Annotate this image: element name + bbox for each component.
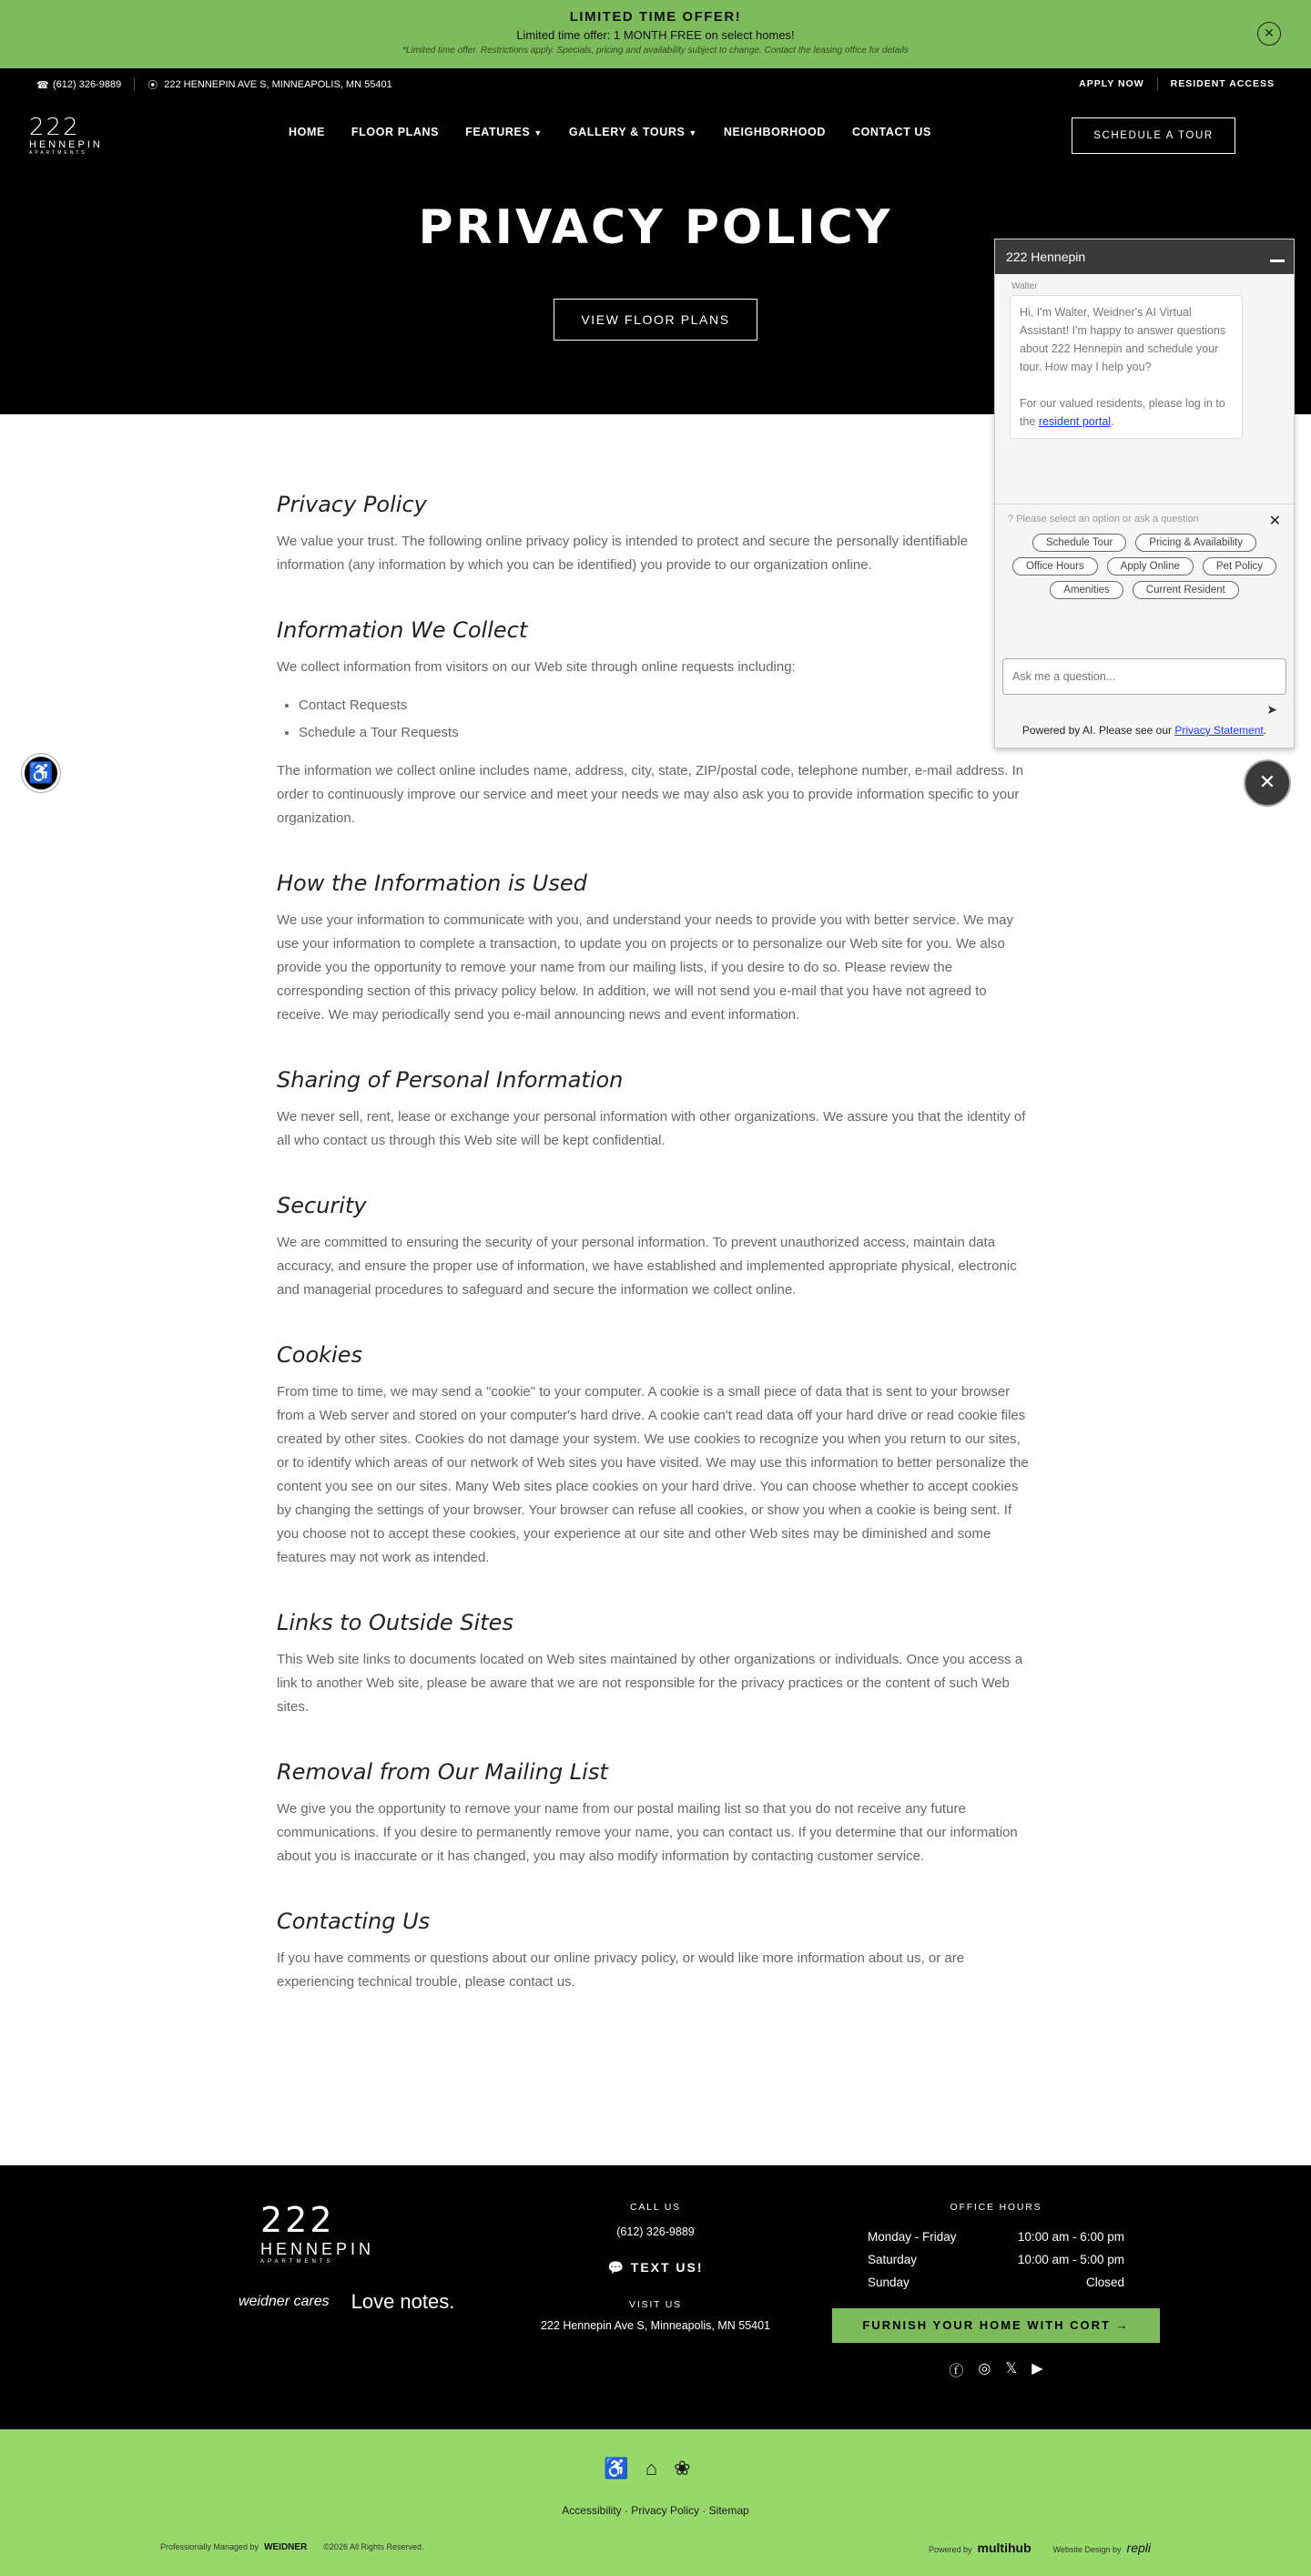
view-floor-plans-button[interactable]: VIEW FLOOR PLANS: [554, 299, 757, 341]
footer-hours: [832, 2202, 1160, 2380]
phone-icon: ☎: [36, 79, 49, 91]
footer-logo-number: 222: [260, 2200, 335, 2240]
nav-features[interactable]: [465, 126, 543, 138]
managed-by: [160, 2542, 424, 2552]
section-paragraph: This Web site links to documents located on Web sites maintained by other organizations or individuals. Once you access a link to another Web site, please be aware that we are not responsible for the privacy practices or the content of such Web sites.: [277, 1652, 1023, 1715]
section-heading: Contacting Us: [277, 1909, 431, 1934]
hours-day: Saturday: [868, 2253, 918, 2266]
chat-widget: [994, 239, 1295, 748]
section-heading: Sharing of Personal Information: [277, 1067, 624, 1093]
resident-portal-link[interactable]: resident portal: [1038, 415, 1112, 428]
hours-time: 10:00 am - 6:00 pm: [1017, 2230, 1124, 2244]
privacy-statement-link[interactable]: Privacy Statement: [1174, 724, 1264, 737]
section-paragraph: We are committed to ensuring the security of your personal information. To prevent unauthorized access, maintain data accuracy, and ensure the proper use of information, we have established and implemented appropriate physical, electronic and managerial procedures to safeguard and secure the information we collect online.: [277, 1235, 1017, 1298]
schedule-tour-button[interactable]: SCHEDULE A TOUR: [1072, 117, 1235, 154]
compliance-icons: [0, 2457, 1311, 2480]
nav-neighborhood[interactable]: NEIGHBORHOOD: [723, 126, 826, 138]
love-notes-logo: Love notes.: [351, 2290, 455, 2313]
chip-office-hours[interactable]: Office Hours: [1012, 557, 1098, 575]
section-heading: Removal from Our Mailing List: [277, 1759, 608, 1785]
instagram-icon[interactable]: ◎: [978, 2361, 991, 2377]
location-pin-icon: ⦿: [147, 80, 158, 91]
resident-access-link[interactable]: RESIDENT ACCESS: [1170, 78, 1275, 89]
nav-home[interactable]: HOME: [289, 126, 325, 138]
social-links: [832, 2359, 1160, 2380]
x-icon[interactable]: 𝕏: [1005, 2361, 1018, 2377]
chat-input[interactable]: Ask me a question...: [1002, 658, 1286, 695]
accessibility-icon[interactable]: ♿: [604, 2457, 645, 2479]
multihub-logo[interactable]: multihub: [977, 2540, 1032, 2555]
divider: [1157, 77, 1158, 90]
hours-day: Monday - Friday: [868, 2230, 957, 2244]
pet-friendly-icon[interactable]: ❀: [674, 2457, 707, 2479]
chat-greeting: Hi, I'm Walter, Weidner's AI Virtual Assistant! I'm happy to answer questions about 222 Hennepin and schedule your tour. How may I help you?: [1020, 306, 1226, 373]
chat-options: [995, 504, 1294, 599]
list-item: • Schedule a Tour Requests: [299, 719, 1034, 747]
accessibility-icon[interactable]: ♿: [22, 754, 60, 792]
promo-disclaimer: *Limited time offer. Restrictions apply. Specials, pricing and availability subject to change. Contact the leasing office for details: [402, 46, 909, 56]
youtube-icon[interactable]: ▶: [1032, 2361, 1043, 2377]
chat-hint-text: Please select an option or ask a question: [1016, 514, 1199, 524]
section-paragraph: We never sell, rent, lease or exchange your personal information with other organizations. We assure you that the identity of all who contact us through this Web site will be kept confidential.: [277, 1109, 1026, 1148]
help-icon: ?: [1008, 514, 1014, 524]
table-row: [868, 2271, 1124, 2294]
chat-hint: [995, 514, 1294, 524]
section-privacy-policy: [277, 492, 1034, 577]
powered-label: Powered by: [929, 2545, 972, 2554]
logo-number: 222: [29, 114, 80, 141]
minimize-icon[interactable]: [1270, 260, 1285, 262]
table-row: [868, 2248, 1124, 2271]
apply-now-link[interactable]: APPLY NOW: [1079, 78, 1144, 89]
section-heading: How the Information is Used: [277, 871, 587, 896]
chip-pricing[interactable]: Pricing & Availability: [1135, 534, 1256, 552]
section-heading: Links to Outside Sites: [277, 1610, 513, 1635]
section-paragraph: If you have comments or questions about our online privacy policy, or would like more information about us, or are experiencing technical trouble, please contact us.: [277, 1950, 965, 1990]
main-nav: [289, 126, 931, 138]
collect-list: [299, 692, 1034, 747]
close-icon[interactable]: ✕: [1268, 514, 1281, 529]
divider: [134, 78, 135, 91]
chat-agent-name: Walter: [1011, 281, 1038, 291]
chevron-down-icon: ▼: [534, 128, 543, 137]
equal-housing-icon[interactable]: ⌂: [645, 2457, 675, 2479]
chat-header: [995, 239, 1294, 274]
section-info-collect: [277, 617, 1034, 830]
page-title: PRIVACY POLICY: [418, 200, 893, 255]
promo-subtitle: Limited time offer: 1 MONTH FREE on select homes!: [516, 28, 795, 42]
close-icon[interactable]: ✕: [1257, 22, 1281, 46]
site-logo[interactable]: [29, 114, 103, 156]
powered-by: [929, 2540, 1151, 2555]
chip-amenities[interactable]: Amenities: [1050, 581, 1123, 599]
chip-schedule-tour[interactable]: Schedule Tour: [1032, 534, 1126, 552]
section-security: [277, 1193, 1034, 1302]
chevron-down-icon: ▼: [688, 128, 697, 137]
bottom-links[interactable]: Accessibility · Privacy Policy · Sitemap: [562, 2504, 749, 2517]
call-label: CALL US: [630, 2202, 681, 2213]
section-paragraph: We value your trust. The following online privacy policy is intended to protect and secure the personally identifiable information (any information by which you can be identified) you provide to our organization online.: [277, 534, 969, 573]
topbar-address[interactable]: 222 HENNEPIN AVE S, MINNEAPOLIS, MN 55401: [164, 79, 392, 90]
repli-logo[interactable]: repli: [1126, 2540, 1151, 2555]
section-heading: Cookies: [277, 1342, 362, 1368]
chip-current-resident[interactable]: Current Resident: [1133, 581, 1239, 599]
nav-gallery-tours[interactable]: [569, 126, 697, 138]
table-row: [868, 2225, 1124, 2248]
text-us-button[interactable]: [473, 2260, 838, 2276]
section-cookies: [277, 1342, 1034, 1570]
chat-footer: Powered by AI. Please see our Privacy Statement.: [1021, 724, 1267, 737]
chat-bubble-icon: 💬: [607, 2260, 625, 2275]
section-paragraph: We give you the opportunity to remove your name from our postal mailing list so that you do not receive any future communications. If you desire to permanently remove your name, you can contact us. If you determine that our information about you is inaccurate or it has changed, you may also modify information by contacting customer service.: [277, 1801, 1018, 1864]
managed-label: Professionally Managed by: [160, 2542, 259, 2551]
hours-day: Sunday: [868, 2276, 910, 2289]
cort-label: FURNISH YOUR HOME WITH CORT: [862, 2318, 1111, 2332]
hours-label: OFFICE HOURS: [950, 2202, 1042, 2213]
weidner-cares-logo: weidner cares: [239, 2294, 330, 2309]
nav-floor-plans[interactable]: FLOOR PLANS: [351, 126, 440, 138]
footer-brands: [239, 2290, 455, 2313]
arrow-right-icon: →: [1115, 2318, 1130, 2332]
section-paragraph: The information we collect online includes name, address, city, state, ZIP/postal code, telephone number, e-mail address. In order to continuously improve our service and meet your needs we may also ask you to provide information specific to your organization.: [277, 763, 1024, 826]
section-outside-links: [277, 1610, 1034, 1719]
section-paragraph: We collect information from visitors on our Web site through online requests including:: [277, 659, 796, 675]
section-sharing: [277, 1067, 1034, 1153]
footer-logo-name: HENNEPIN: [260, 2240, 375, 2258]
send-icon[interactable]: ➤: [1266, 702, 1277, 717]
section-info-used: [277, 871, 1034, 1027]
footer-logo-sub: APARTMENTS: [260, 2259, 334, 2265]
section-contacting: [277, 1909, 1034, 1994]
design-label: Website Design by: [1052, 2545, 1122, 2554]
section-mailing-removal: [277, 1759, 1034, 1868]
nav-gallery-label: GALLERY & TOURS: [568, 126, 686, 138]
section-heading: Privacy Policy: [277, 492, 427, 517]
section-paragraph: From time to time, we may send a "cookie" to your computer. A cookie is a small piece of data that is sent to your browser from a Web server and stored on your computer's hard drive. A cookie can't read data off your hard drive or read cookie files created by other sites. Cookies do not damage your system. We use cookies to recognize you when you return to our sites, or to identify which areas of our network of Web sites you have visited. We may use this information to better personalize the content you see on our sites. Many Web sites place cookies on your hard drive. You can choose whether to accept cookies by changing the settings of your browser. Your browser can refuse all cookies, or show you when a cookie is being sent. If you choose not to accept these cookies, your experience at our site and other Web sites may be diminished and some features may not work as intended.: [277, 1384, 1029, 1565]
chat-resident-note: For our valued residents, please log in to the: [1020, 397, 1225, 428]
logo-name: HENNEPIN: [29, 139, 103, 150]
site-footer: [0, 2165, 1311, 2429]
nav-contact-us[interactable]: CONTACT US: [851, 126, 931, 138]
chat-message: Hi, I'm Walter, Weidner's AI Virtual Assistant! I'm happy to answer questions about 222 Hennepin and schedule your tour. How may I help you? For our valued residents, please log in to the resident portal.: [1010, 295, 1243, 439]
facebook-icon[interactable]: ⓕ: [949, 2364, 964, 2379]
hours-time: Closed: [1085, 2276, 1124, 2289]
section-paragraph: We use your information to communicate with you, and understand your needs to provide you with better service. We may use your information to complete a transaction, to update you on projects or to personalize our Web site for you. We also provide you the opportunity to remove your name from our mailing lists, if you desire to do so. Please review the corresponding section of this privacy policy below. In addition, we will not send you e-mail that you have not agreed to receive. We may periodically send you e-mail announcing news and event information.: [277, 912, 1014, 1023]
cort-button[interactable]: [832, 2308, 1160, 2343]
visit-label: VISIT US: [629, 2299, 682, 2310]
hours-time: 10:00 am - 5:00 pm: [1017, 2253, 1124, 2266]
footer-logo[interactable]: [260, 2200, 374, 2265]
footer-contact: [473, 2202, 838, 2332]
nav-features-label: FEATURES: [465, 126, 531, 138]
weidner-logo[interactable]: WEIDNER: [264, 2542, 308, 2552]
topbar-phone[interactable]: (612) 326-9889: [53, 79, 122, 90]
list-item: • Contact Requests: [299, 692, 1034, 719]
promo-banner: [0, 0, 1311, 68]
top-bar: [0, 68, 1311, 100]
footer-phone[interactable]: (612) 326-9889: [616, 2225, 695, 2238]
hours-table: [868, 2225, 1124, 2294]
text-us-label: TEXT US!: [630, 2260, 704, 2275]
logo-sub: APARTMENTS: [29, 150, 87, 156]
chat-title: 222 Hennepin: [1006, 249, 1086, 264]
chat-chips: [995, 524, 1294, 599]
chat-powered: Powered by AI. Please see our: [1021, 724, 1173, 737]
chip-pet-policy[interactable]: Pet Policy: [1203, 557, 1276, 575]
bottom-bar: [0, 2429, 1311, 2576]
promo-title: LIMITED TIME OFFER!: [569, 9, 742, 25]
chip-apply-online[interactable]: Apply Online: [1107, 557, 1194, 575]
footer-address[interactable]: 222 Hennepin Ave S, Minneapolis, MN 55401: [540, 2319, 771, 2332]
chat-close-icon[interactable]: ✕: [1244, 759, 1291, 807]
section-heading: Information We Collect: [277, 617, 528, 643]
copyright: ©2026 All Rights Reserved.: [323, 2542, 424, 2551]
privacy-content: [277, 492, 1034, 2034]
section-heading: Security: [277, 1193, 367, 1218]
